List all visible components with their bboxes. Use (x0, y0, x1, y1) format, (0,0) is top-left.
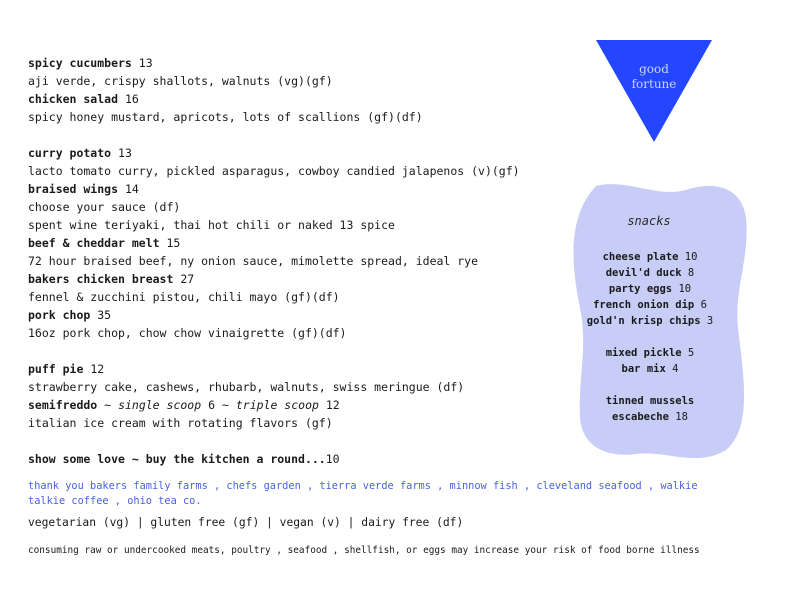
snack-price: 5 (687, 347, 695, 359)
option-price: 6 (208, 398, 216, 412)
snack-name: tinned mussels (605, 395, 695, 407)
spacer (570, 377, 730, 393)
item-price: 13 (118, 146, 132, 160)
option-label: triple scoop (235, 398, 319, 412)
snack-price: 8 (687, 267, 695, 279)
item-description: italian ice cream with rotating flavors (gf) (28, 416, 333, 430)
item-name: puff pie (28, 362, 84, 376)
logo-text (596, 62, 712, 92)
item-name: pork chop (28, 308, 91, 322)
menu-item-title (28, 234, 588, 252)
logo-line-1: good (639, 62, 669, 76)
logo-line-2: fortune (631, 77, 677, 91)
kitchen-round-text: show some love ~ buy the kitchen a round... (28, 452, 326, 466)
kitchen-round-line (28, 450, 588, 468)
snack-name: bar mix (621, 363, 666, 375)
spacer (28, 342, 588, 360)
snack-price: 3 (706, 315, 714, 327)
snack-price: 10 (678, 283, 692, 295)
item-description: 16oz pork chop, chow chow vinaigrette (gf)(df) (28, 326, 347, 340)
menu-item-title (28, 90, 588, 108)
separator: ~ (104, 398, 112, 412)
item-description: spicy honey mustard, apricots, lots of scallions (gf)(df) (28, 110, 423, 124)
item-name: bakers chicken breast (28, 272, 174, 286)
option-price: 12 (325, 398, 340, 412)
item-description: spent wine teriyaki, thai hot chili or naked 13 spice (28, 218, 395, 232)
snack-item (570, 361, 730, 377)
snack-name: party eggs (608, 283, 673, 295)
food-safety-warning: consuming raw or undercooked meats, poultry , seafood , shellfish, or eggs may increase your risk of food borne illness (28, 545, 700, 556)
snack-name: french onion dip (593, 299, 695, 311)
menu-item-title (28, 54, 588, 72)
menu-item-title (28, 396, 588, 414)
menu-item-title (28, 144, 588, 162)
item-name: chicken salad (28, 92, 119, 106)
item-price: 16 (124, 92, 139, 106)
item-description: strawberry cake, cashews, rhubarb, walnuts, swiss meringue (df) (28, 380, 465, 394)
good-fortune-logo (596, 40, 712, 142)
spacer (570, 329, 730, 345)
spacer (28, 126, 588, 144)
spacer (28, 432, 588, 450)
snacks-list (570, 249, 730, 425)
item-price: 35 (97, 308, 112, 322)
snack-name: devil'd duck (605, 267, 682, 279)
diet-key: vegetarian (vg) | gluten free (gf) | vegan (v) | dairy free (df) (28, 516, 464, 529)
main-menu (28, 54, 588, 468)
snack-item (570, 265, 730, 281)
snack-item (570, 297, 730, 313)
snack-price: 4 (672, 363, 679, 375)
item-name: beef & cheddar melt (28, 236, 160, 250)
snack-item (570, 409, 730, 425)
snack-name: mixed pickle (605, 347, 682, 359)
snack-name: cheese plate (602, 251, 679, 263)
item-description: fennel & zucchini pistou, chili mayo (gf)(df) (28, 290, 340, 304)
snack-price: 6 (700, 299, 707, 311)
snack-item (570, 313, 730, 329)
kitchen-round-price: 10 (325, 452, 340, 466)
item-price: 14 (124, 182, 139, 196)
item-price: 13 (138, 56, 153, 70)
item-price: 12 (90, 362, 105, 376)
snack-item (570, 345, 730, 361)
item-description: aji verde, crispy shallots, walnuts (vg)(gf) (28, 74, 333, 88)
menu-item-title (28, 270, 588, 288)
option-label: single scoop (118, 398, 202, 412)
item-name: braised wings (28, 182, 119, 196)
snack-item (570, 281, 730, 297)
item-price: 27 (180, 272, 195, 286)
snack-item (570, 393, 730, 409)
snack-price: 18 (675, 411, 688, 423)
purveyors-thanks: thank you bakers family farms , chefs garden , tierra verde farms , minnow fish , cleveland seafood , walkie talkie coffee , ohio tea co. (28, 480, 698, 507)
separator: ~ (221, 398, 229, 412)
menu-item-title (28, 306, 588, 324)
item-name: spicy cucumbers (28, 56, 132, 70)
menu-item-title (28, 360, 588, 378)
item-name: semifreddo (28, 398, 98, 412)
snack-item (570, 249, 730, 265)
snack-name: gold'n krisp chips (586, 315, 701, 327)
item-name: curry potato (28, 146, 112, 160)
menu-item-title (28, 180, 588, 198)
snack-price: 10 (684, 251, 698, 263)
item-description: lacto tomato curry, pickled asparagus, cowboy candied jalapenos (v)(gf) (28, 164, 520, 178)
snack-name: escabeche (612, 411, 669, 423)
item-description: 72 hour braised beef, ny onion sauce, mimolette spread, ideal rye (28, 254, 479, 268)
item-price: 15 (166, 236, 181, 250)
item-description: choose your sauce (df) (28, 200, 181, 214)
snacks-title: snacks (627, 214, 671, 228)
